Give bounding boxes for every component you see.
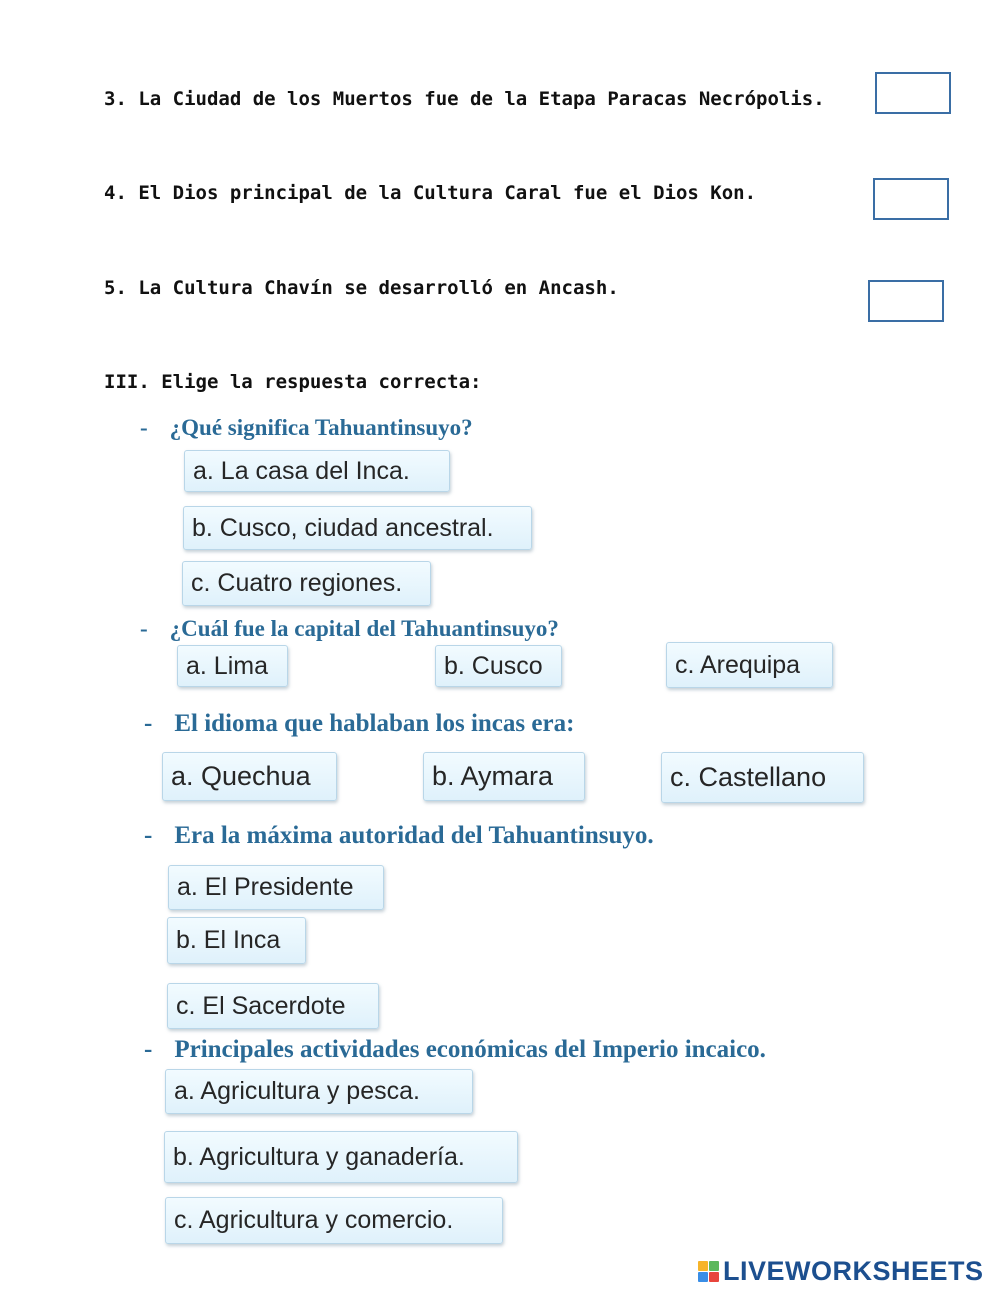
statement-3: 3. La Ciudad de los Muertos fue de la Etapa Paracas Necrópolis.: [104, 88, 825, 110]
q5-option-b[interactable]: b. Agricultura y ganadería.: [164, 1131, 518, 1183]
q3-option-a[interactable]: a. Quechua: [162, 752, 337, 801]
liveworksheets-logo: [698, 1256, 984, 1287]
question-3-text: El idioma que hablaban los incas era:: [174, 710, 575, 737]
question-1: [140, 415, 473, 441]
question-4: [144, 822, 654, 850]
q4-option-b[interactable]: b. El Inca: [167, 917, 306, 964]
true-false-answer-box-5[interactable]: [868, 280, 944, 322]
q2-option-b[interactable]: b. Cusco: [435, 645, 562, 687]
question-4-text: Era la máxima autoridad del Tahuantinsuyo.: [174, 822, 654, 849]
statement-5: 5. La Cultura Chavín se desarrolló en Ancash.: [104, 277, 619, 299]
logo-square: [709, 1272, 719, 1282]
q1-option-b[interactable]: b. Cusco, ciudad ancestral.: [183, 506, 532, 550]
q4-option-c[interactable]: c. El Sacerdote: [167, 983, 379, 1029]
q2-option-c[interactable]: c. Arequipa: [666, 642, 833, 688]
question-2-text: ¿Cuál fue la capital del Tahuantinsuyo?: [169, 616, 559, 641]
q1-option-a[interactable]: a. La casa del Inca.: [184, 450, 450, 492]
q1-option-c[interactable]: c. Cuatro regiones.: [182, 561, 431, 606]
bullet-dash: -: [140, 415, 148, 440]
true-false-answer-box-3[interactable]: [875, 72, 951, 114]
question-5-text: Principales actividades económicas del Imperio incaico.: [174, 1036, 766, 1063]
logo-square: [698, 1261, 708, 1271]
q5-option-a[interactable]: a. Agricultura y pesca.: [165, 1069, 473, 1114]
q3-option-b[interactable]: b. Aymara: [423, 752, 585, 801]
question-3: [144, 710, 574, 738]
bullet-dash: -: [144, 1036, 153, 1063]
statement-4: 4. El Dios principal de la Cultura Caral fue el Dios Kon.: [104, 182, 757, 204]
q2-option-a[interactable]: a. Lima: [177, 645, 288, 687]
q4-option-a[interactable]: a. El Presidente: [168, 865, 384, 910]
question-1-text: ¿Qué significa Tahuantinsuyo?: [169, 415, 473, 440]
q3-option-c[interactable]: c. Castellano: [661, 752, 864, 803]
bullet-dash: -: [144, 822, 153, 849]
question-5: [144, 1036, 766, 1064]
bullet-dash: -: [144, 710, 153, 737]
logo-square: [709, 1261, 719, 1271]
logo-square: [698, 1272, 708, 1282]
question-2: [140, 616, 559, 642]
true-false-answer-box-4[interactable]: [873, 178, 949, 220]
logo-mark-icon: [698, 1261, 719, 1282]
logo-text: LIVEWORKSHEETS: [723, 1256, 984, 1286]
section-title: III. Elige la respuesta correcta:: [104, 371, 482, 393]
bullet-dash: -: [140, 616, 148, 641]
q5-option-c[interactable]: c. Agricultura y comercio.: [165, 1197, 503, 1244]
